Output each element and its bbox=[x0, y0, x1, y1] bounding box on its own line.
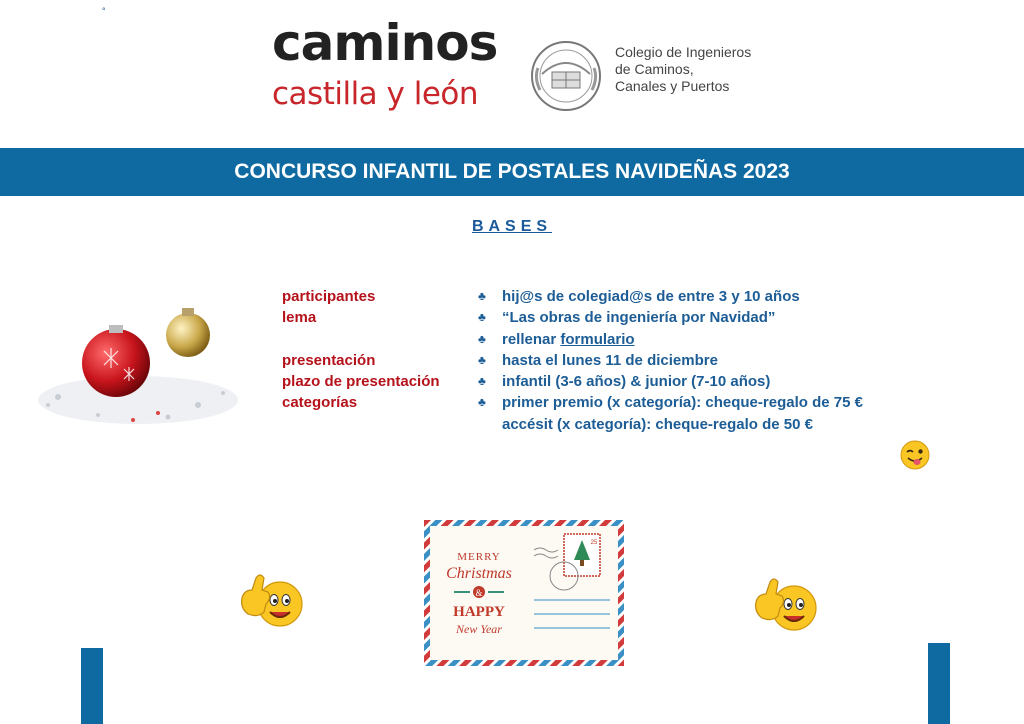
list-item bbox=[478, 350, 863, 371]
label-empty bbox=[282, 329, 440, 350]
list-item bbox=[478, 414, 863, 435]
list-item bbox=[478, 286, 863, 307]
postcard-happy: HAPPY bbox=[453, 604, 505, 620]
colegio-seal-icon bbox=[528, 38, 604, 114]
club-bullet-icon: ♣ bbox=[478, 331, 486, 346]
label-plazo: plazo de presentación bbox=[282, 373, 440, 391]
bases-heading: BASES bbox=[471, 218, 553, 235]
christmas-ornaments-image bbox=[38, 305, 243, 430]
list-item bbox=[478, 307, 863, 328]
thumbs-up-emoji-icon bbox=[238, 568, 304, 630]
accesit-value: accésit (x categoría): cheque-regalo de 50 € bbox=[502, 415, 813, 433]
rules-values bbox=[478, 286, 863, 435]
postcard-amp: & bbox=[475, 588, 483, 598]
club-bullet-icon: ♣ bbox=[478, 374, 486, 389]
colegio-line-1: Colegio de Ingenieros bbox=[615, 44, 752, 60]
winking-tongue-emoji-icon bbox=[900, 440, 930, 470]
colegio-line-2: de Caminos, bbox=[615, 61, 694, 77]
list-item bbox=[478, 329, 863, 350]
first-prize-value: primer premio (x categoría): cheque-regalo de 75 € bbox=[502, 394, 863, 412]
list-item bbox=[478, 392, 863, 413]
club-bullet-icon: ♣ bbox=[478, 395, 486, 410]
club-bullet-icon: ♣ bbox=[478, 352, 486, 367]
caminos-logo bbox=[272, 14, 498, 114]
colegio-line-3: Canales y Puertos bbox=[615, 78, 730, 94]
motto-value: “Las obras de ingeniería por Navidad” bbox=[502, 309, 776, 327]
club-bullet-icon: ♣ bbox=[478, 289, 486, 303]
postcard-merry: MERRY bbox=[457, 551, 501, 563]
thumbs-up-emoji-icon-right bbox=[752, 572, 818, 634]
label-lema: lema bbox=[282, 309, 317, 327]
club-bullet-icon: ♣ bbox=[478, 310, 486, 325]
postcard-stamp-number: 25 bbox=[590, 540, 598, 546]
left-blue-bar bbox=[81, 648, 103, 724]
rules-labels bbox=[282, 286, 440, 414]
contest-title: CONCURSO INFANTIL DE POSTALES NAVIDEÑAS 2023 bbox=[234, 160, 790, 183]
colegio-name bbox=[615, 44, 751, 95]
deadline-value: hasta el lunes 11 de diciembre bbox=[502, 351, 718, 369]
label-categorias: categorías bbox=[282, 394, 358, 412]
christmas-postcard-image bbox=[424, 520, 624, 666]
contest-title-banner bbox=[0, 148, 1024, 196]
right-blue-bar bbox=[928, 643, 950, 724]
logo-sub-text: castilla y león bbox=[272, 76, 479, 112]
categories-value: infantil (3-6 años) & junior (7-10 años) bbox=[502, 373, 771, 391]
label-participantes: participantes bbox=[282, 288, 376, 305]
corner-mark: ° bbox=[102, 6, 106, 16]
form-prefix: rellenar bbox=[502, 330, 557, 348]
logo-main-text: caminos bbox=[272, 14, 498, 72]
postcard-christmas: Christmas bbox=[446, 565, 512, 582]
postcard-new-year: New Year bbox=[456, 622, 502, 636]
form-link[interactable]: formulario bbox=[560, 330, 635, 348]
list-item bbox=[478, 371, 863, 392]
participants-value: hij@s de colegiad@s de entre 3 y 10 años bbox=[502, 288, 800, 305]
label-presentacion: presentación bbox=[282, 351, 376, 369]
